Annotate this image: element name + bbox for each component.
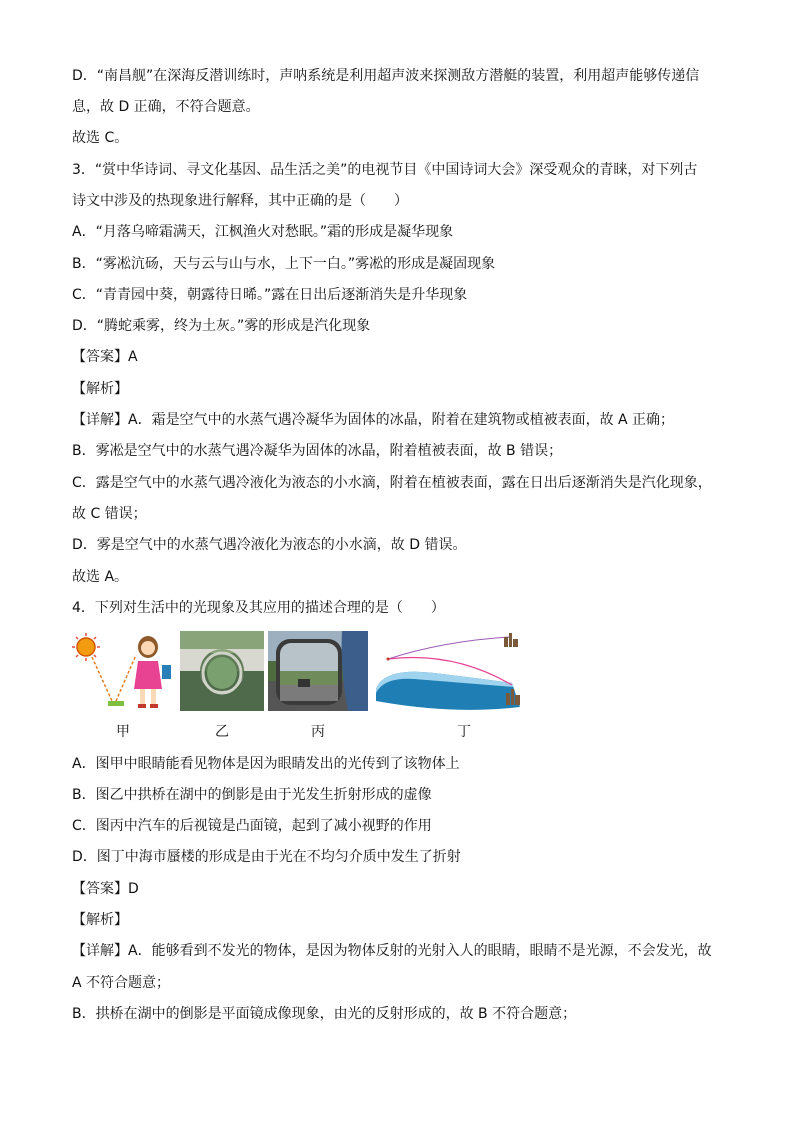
option-a: A．图甲中眼睛能看见物体是因为眼睛发出的光传到了该物体上 <box>72 756 460 772</box>
option-b: B．图乙中拱桥在湖中的倒影是由于光发生折射形成的虚像 <box>72 787 432 803</box>
explanation-line: C．露是空气中的水蒸气遇冷液化为液态的小水滴，附着在植被表面，露在日出后逐渐消失是汽化现象， <box>72 475 712 491</box>
text-line: D．“南昌舰”在深海反潜训练时，声呐系统是利用超声波来探测敌方潜艇的装置，利用超声能够传递信 <box>72 68 700 84</box>
figure-bing <box>268 631 368 711</box>
figure-jia <box>72 631 174 711</box>
building-icon <box>504 633 520 705</box>
question-3-stem-cont: 诗文中涉及的热现象进行解释，其中正确的是（ ） <box>72 193 408 209</box>
explanation-line: A 不符合题意； <box>72 975 171 991</box>
text-line: 息，故 D 正确，不符合题意。 <box>72 99 260 115</box>
book-icon <box>108 701 124 706</box>
analysis-label: 【解析】 <box>72 912 128 928</box>
conclusion-line: 故选 A。 <box>72 569 129 585</box>
explanation-line: 故 C 错误； <box>72 506 147 522</box>
question-3-stem: 3．“赏中华诗词、寻文化基因、品生活之美”的电视节目《中国诗词大会》深受观众的青睐，对下列古 <box>72 162 698 178</box>
text-line: 故选 C。 <box>72 130 129 146</box>
explanation-line: B．拱桥在湖中的倒影是平面镜成像现象，由光的反射形成的，故 B 不符合题意； <box>72 1006 577 1022</box>
figure-ding <box>374 631 524 711</box>
explanation-line: D．雾是空气中的水蒸气遇冷液化为液态的小水滴，故 D 错误。 <box>72 537 467 553</box>
caption-ding: 丁 <box>457 724 471 740</box>
explanation-line: 【详解】A．霜是空气中的水蒸气遇冷凝华为固体的冰晶，附着在建筑物或植被表面，故 A 正确； <box>72 412 675 428</box>
girl-icon <box>134 636 171 708</box>
caption-bing: 丙 <box>311 724 325 740</box>
option-a: A．“月落乌啼霜满天，江枫渔火对愁眠。”霜的形成是凝华现象 <box>72 224 454 240</box>
option-c: C．图丙中汽车的后视镜是凸面镜，起到了减小视野的作用 <box>72 818 432 834</box>
answer-label: 【答案】A <box>72 349 138 365</box>
option-d: D．“腾蛇乘雾，终为土灰。”雾的形成是汽化现象 <box>72 318 371 334</box>
explanation-line: 【详解】A．能够看到不发光的物体，是因为物体反射的光射入人的眼睛，眼睛不是光源，不会发光，故 <box>72 943 712 959</box>
analysis-label: 【解析】 <box>72 381 128 397</box>
caption-jia: 甲 <box>116 724 130 740</box>
question-4-stem: 4．下列对生活中的光现象及其应用的描述合理的是（ ） <box>72 600 445 616</box>
option-b: B．“雾凇沆砀，天与云与山与水，上下一白。”雾凇的形成是凝固现象 <box>72 256 496 272</box>
sun-icon <box>72 633 100 661</box>
option-d: D．图丁中海市蜃楼的形成是由于光在不均匀介质中发生了折射 <box>72 849 461 865</box>
explanation-line: B．雾凇是空气中的水蒸气遇冷凝华为固体的冰晶，附着植被表面，故 B 错误； <box>72 443 563 459</box>
option-c: C．“青青园中葵，朝露待日晞。”露在日出后逐渐消失是升华现象 <box>72 287 468 303</box>
figure-yi <box>180 631 264 711</box>
answer-label: 【答案】D <box>72 881 139 897</box>
caption-yi: 乙 <box>215 724 229 740</box>
